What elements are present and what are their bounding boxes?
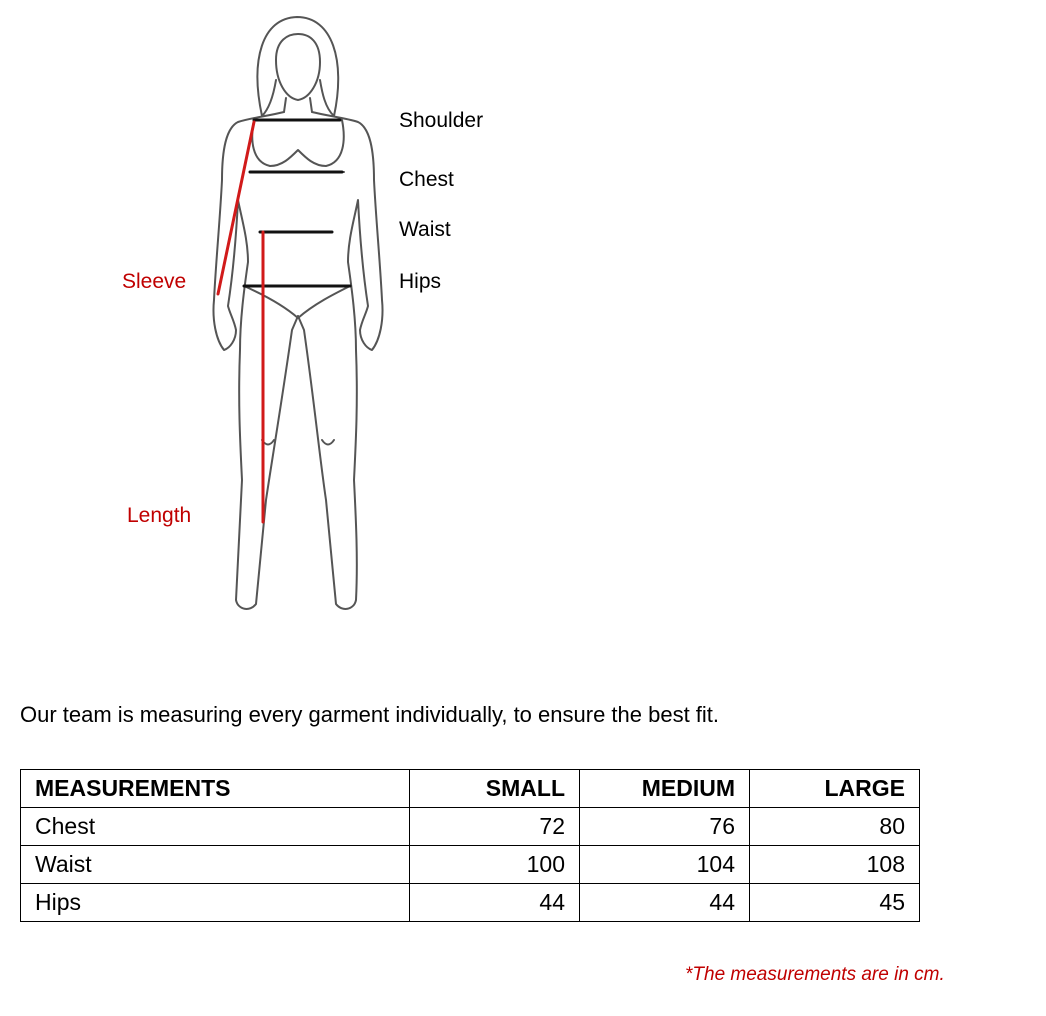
header-measurements: MEASUREMENTS bbox=[21, 770, 410, 808]
chest-label: Chest bbox=[399, 168, 454, 191]
waist-label: Waist bbox=[399, 218, 451, 241]
header-medium: MEDIUM bbox=[580, 770, 750, 808]
row-label-waist: Waist bbox=[21, 846, 410, 884]
length-label: Length bbox=[127, 504, 192, 527]
table-row bbox=[21, 808, 920, 846]
header-large: LARGE bbox=[750, 770, 920, 808]
cell-chest-large: 80 bbox=[750, 808, 920, 846]
cell-hips-large: 45 bbox=[750, 884, 920, 922]
shoulder-label: Shoulder bbox=[399, 109, 484, 132]
table-header-row bbox=[21, 770, 920, 808]
cell-waist-medium: 104 bbox=[580, 846, 750, 884]
intro-text: Our team is measuring every garment individually, to ensure the best fit. bbox=[20, 702, 720, 727]
cell-hips-medium: 44 bbox=[580, 884, 750, 922]
knee-detail bbox=[262, 440, 334, 445]
cell-waist-large: 108 bbox=[750, 846, 920, 884]
cell-waist-small: 100 bbox=[410, 846, 580, 884]
hips-label: Hips bbox=[399, 270, 442, 293]
header-small: SMALL bbox=[410, 770, 580, 808]
row-label-chest: Chest bbox=[21, 808, 410, 846]
cell-hips-small: 44 bbox=[410, 884, 580, 922]
size-table bbox=[20, 769, 920, 922]
units-note: *The measurements are in cm. bbox=[685, 964, 945, 985]
face-outline bbox=[276, 34, 320, 100]
cell-chest-small: 72 bbox=[410, 808, 580, 846]
sleeve-label: Sleeve bbox=[122, 270, 187, 293]
torso-outline-left bbox=[213, 112, 298, 609]
top-outline bbox=[252, 120, 343, 166]
table-row bbox=[21, 884, 920, 922]
table-row bbox=[21, 846, 920, 884]
cell-chest-medium: 76 bbox=[580, 808, 750, 846]
briefs-outline bbox=[244, 286, 350, 318]
hair-outline bbox=[257, 17, 338, 116]
row-label-hips: Hips bbox=[21, 884, 410, 922]
torso-outline-right bbox=[298, 112, 383, 609]
